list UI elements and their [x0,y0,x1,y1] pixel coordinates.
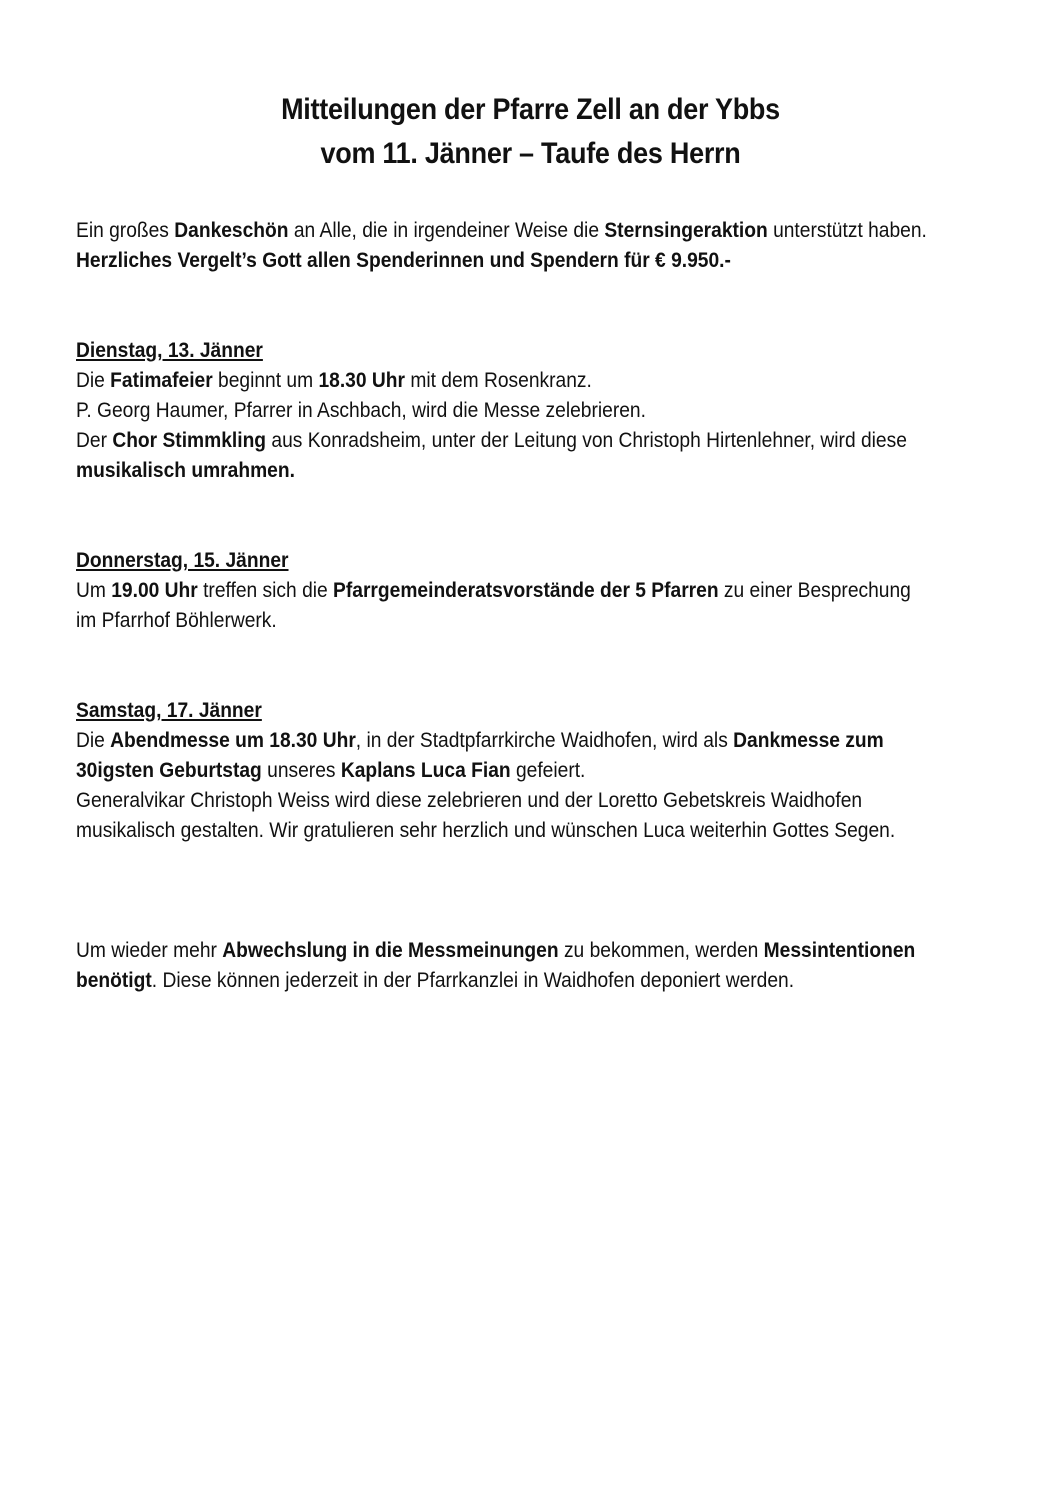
section-heading-tuesday: Dienstag, 13. Jänner [76,339,263,362]
thursday-line-2: im Pfarrhof Böhlerwerk. [76,609,277,632]
section-heading-saturday: Samstag, 17. Jänner [76,699,262,722]
thursday-line-1: Um 19.00 Uhr treffen sich die Pfarrgemeinderatsvorstände der 5 Pfarren zu einer Besprechung [76,579,911,602]
intro-line-1: Ein großes Dankeschön an Alle, die in irgendeiner Weise die Sternsingeraktion unterstützt haben. [76,219,927,242]
spacer [76,276,982,336]
document-body [76,216,982,996]
tuesday-line-4: musikalisch umrahmen. [76,459,295,482]
page-title [53,88,1008,176]
saturday-line-2: 30igsten Geburtstag unseres Kaplans Luca Fian gefeiert. [76,759,586,782]
tuesday-line-2: P. Georg Haumer, Pfarrer in Aschbach, wird die Messe zelebrieren. [76,399,646,422]
tuesday-line-1: Die Fatimafeier beginnt um 18.30 Uhr mit dem Rosenkranz. [76,369,592,392]
spacer [76,636,982,696]
section-heading-thursday: Donnerstag, 15. Jänner [76,549,289,572]
saturday-line-1: Die Abendmesse um 18.30 Uhr, in der Stadtpfarrkirche Waidhofen, wird als Dankmesse zum [76,729,884,752]
spacer [76,486,982,546]
spacer [76,906,982,936]
closing-line-1: Um wieder mehr Abwechslung in die Messmeinungen zu bekommen, werden Messintentionen [76,939,916,962]
intro-line-2: Herzliches Vergelt’s Gott allen Spenderinnen und Spendern für € 9.950.- [76,249,731,272]
closing-line-2: benötigt. Diese können jederzeit in der Pfarrkanzlei in Waidhofen deponiert werden. [76,969,795,992]
tuesday-line-3: Der Chor Stimmkling aus Konradsheim, unter der Leitung von Christoph Hirtenlehner, wird diese [76,429,907,452]
saturday-line-3: Generalvikar Christoph Weiss wird diese zelebrieren und der Loretto Gebetskreis Waidhofen [76,789,863,812]
saturday-line-4: musikalisch gestalten. Wir gratulieren sehr herzlich und wünschen Luca weiterhin Gottes Segen. [76,819,896,842]
spacer [76,846,982,906]
title-line-1: Mitteilungen der Pfarre Zell an der Ybbs [281,93,780,126]
title-line-2: vom 11. Jänner – Taufe des Herrn [320,137,741,170]
